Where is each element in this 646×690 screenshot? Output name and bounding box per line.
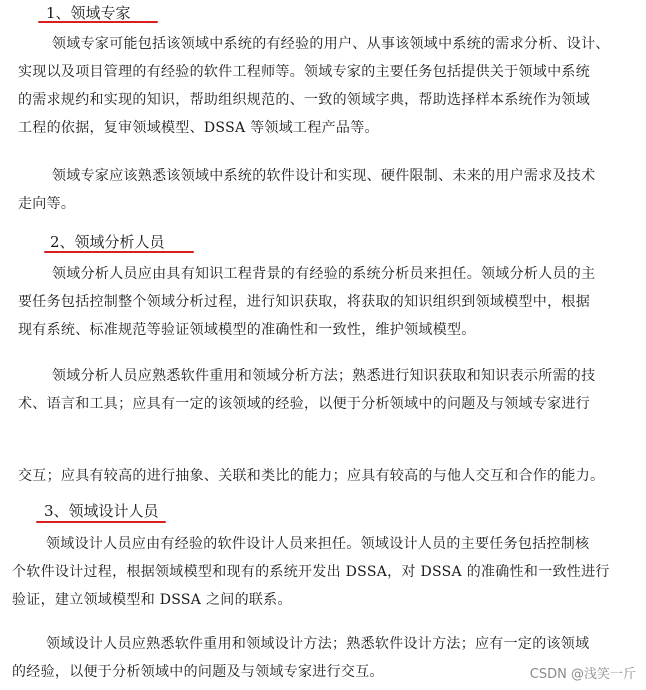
paragraph-line: 的经验，以便于分析领域中的问题及与领域专家进行交互。 — [12, 664, 384, 680]
section-2-paragraph-3 — [18, 462, 638, 490]
section-2-paragraph-2 — [18, 362, 628, 418]
section-2-heading: 2、领域分析人员 — [50, 233, 165, 251]
section-2-heading-underline — [44, 251, 194, 253]
section-3-paragraph-1 — [12, 530, 628, 614]
paragraph-line: 领域分析人员应熟悉软件重用和领域分析方法；熟悉进行知识获取和知识表示所需的技 — [52, 368, 596, 384]
paragraph-line: 领域设计人员应熟悉软件重用和领域设计方法；熟悉软件设计方法；应有一定的该领域 — [46, 636, 590, 652]
section-1-paragraph-1 — [18, 30, 628, 142]
paragraph-line: 工程的依据，复审领域模型、DSSA 等领域工程产品等。 — [18, 120, 379, 136]
paragraph-line: 领域专家可能包括该领域中系统的有经验的用户、从事该领域中系统的需求分析、设计、 — [52, 36, 610, 52]
section-1-heading-underline — [38, 21, 158, 23]
paragraph-line: 现有系统、标准规范等验证领域模型的准确性和一致性，维护领域模型。 — [18, 322, 476, 338]
paragraph-line: 领域分析人员应由具有知识工程背景的有经验的系统分析员来担任。领域分析人员的主 — [52, 266, 596, 282]
section-3-heading: 3、领域设计人员 — [44, 502, 159, 520]
paragraph-line: 领域专家应该熟悉该领域中系统的软件设计和实现、硬件限制、未来的用户需求及技术 — [52, 168, 596, 184]
paragraph-line: 实现以及项目管理的有经验的软件工程师等。领域专家的主要任务包括提供关于领域中系统 — [18, 64, 590, 80]
csdn-watermark: CSDN @浅笑一斤 — [529, 667, 636, 682]
paragraph-line: 要任务包括控制整个领域分析过程，进行知识获取，将获取的知识组织到领域模型中，根据 — [18, 294, 590, 310]
paragraph-line: 术、语言和工具；应具有一定的该领域的经验，以便于分析领域中的问题及与领域专家进行 — [18, 396, 590, 412]
paragraph-line: 的需求规约和实现的知识，帮助组织规范的、一致的领域字典，帮助选择样本系统作为领域 — [18, 92, 590, 108]
section-1-heading: 1、领域专家 — [46, 4, 131, 22]
section-2-paragraph-1 — [18, 260, 628, 344]
paragraph-line: 交互；应具有较高的进行抽象、关联和类比的能力；应具有较高的与他人交互和合作的能力。 — [18, 468, 605, 484]
section-1-paragraph-2 — [18, 162, 628, 218]
paragraph-line: 领域设计人员应由有经验的软件设计人员来担任。领域设计人员的主要任务包括控制核 — [46, 536, 590, 552]
section-3-heading-underline — [36, 521, 166, 523]
paragraph-line: 走向等。 — [18, 196, 76, 212]
paragraph-line: 验证，建立领域模型和 DSSA 之间的联系。 — [12, 592, 292, 608]
paragraph-line: 个软件设计过程，根据领域模型和现有的系统开发出 DSSA，对 DSSA 的准确性和一致性进行 — [12, 564, 610, 580]
